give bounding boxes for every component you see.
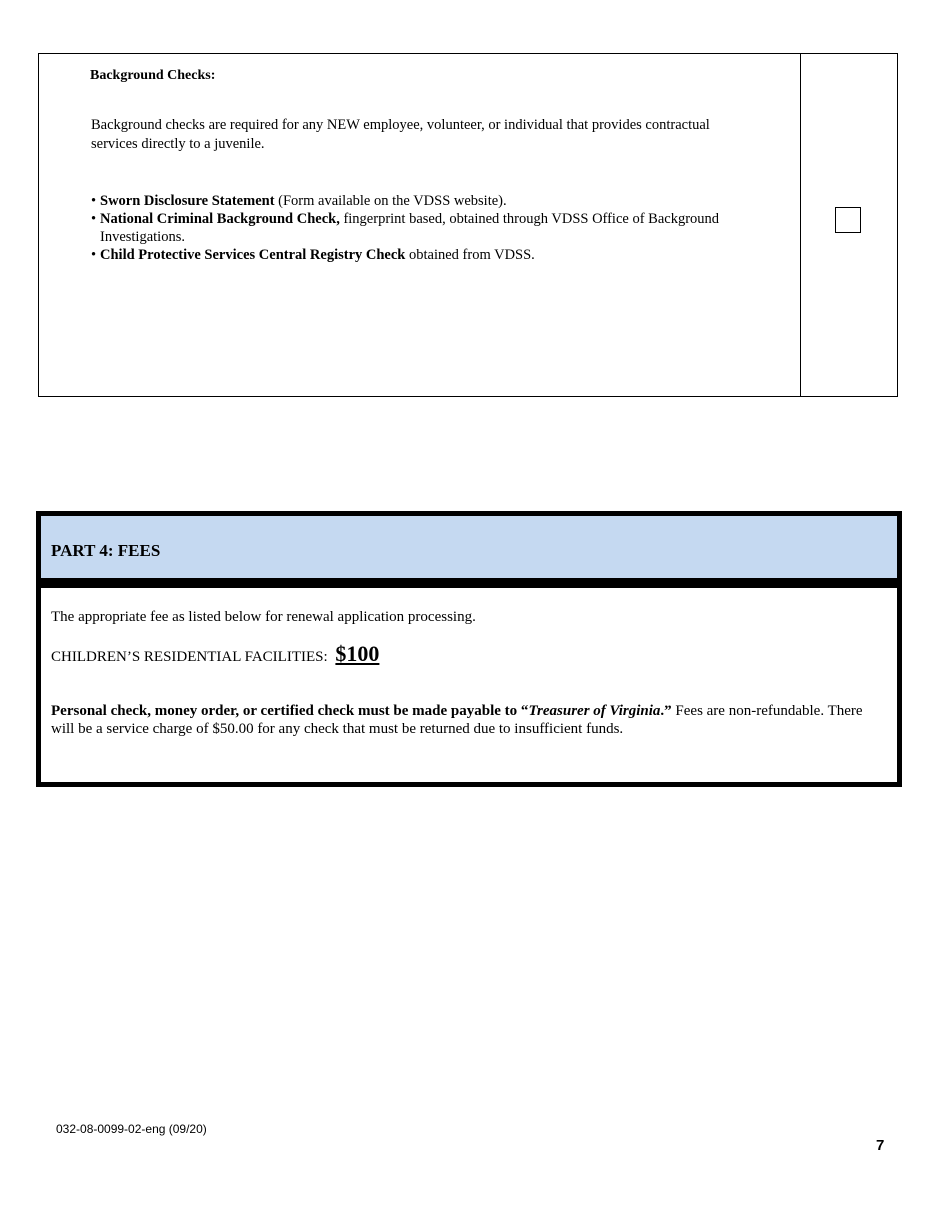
facility-label: CHILDREN’S RESIDENTIAL FACILITIES: (51, 649, 328, 665)
background-checks-checkbox[interactable] (835, 207, 861, 233)
fees-payment-note (51, 702, 881, 738)
background-checks-intro: Background checks are required for any NEW employee, volunteer, or individual that provides contractual services directly to a juvenile. (91, 117, 710, 152)
fees-header (41, 516, 897, 588)
bullet-icon: • (91, 211, 97, 227)
item-bold: Sworn Disclosure Statement (100, 193, 275, 209)
bullet-icon: • (91, 247, 97, 263)
background-checks-list (91, 192, 751, 264)
form-code: 032-08-0099-02-eng (09/20) (56, 1122, 207, 1136)
fees-title: PART 4: FEES (51, 541, 161, 560)
note-rest: Fees are non-refundable. There will be a service charge of $50.00 for any check that must be returned due to insufficient funds. (51, 703, 863, 737)
fees-description: The appropriate fee as listed below for renewal application processing. (51, 609, 476, 625)
list-item (91, 246, 751, 264)
fees-facility-line (51, 641, 379, 667)
item-text: fingerprint based, obtained through VDSS Office of Background Investigations. (100, 211, 720, 245)
item-text: obtained from VDSS. (405, 247, 535, 263)
item-bold: National Criminal Background Check, (100, 211, 340, 227)
bullet-icon: • (91, 193, 97, 209)
item-bold: Child Protective Services Central Registry Check (100, 247, 406, 263)
list-item (91, 192, 751, 210)
fees-section (36, 511, 902, 787)
note-bold-pre: Personal check, money order, or certified check must be made payable to “ (51, 703, 529, 719)
background-checks-title: Background Checks: (90, 68, 216, 83)
fee-amount: $100 (335, 641, 380, 666)
column-divider (800, 54, 801, 396)
list-item (91, 210, 751, 246)
item-text: (Form available on the VDSS website). (274, 193, 507, 209)
page-number: 7 (876, 1137, 885, 1154)
note-payee: Treasurer of Virginia (528, 703, 661, 719)
background-checks-section (38, 53, 898, 397)
note-bold-post: .” (660, 703, 672, 719)
